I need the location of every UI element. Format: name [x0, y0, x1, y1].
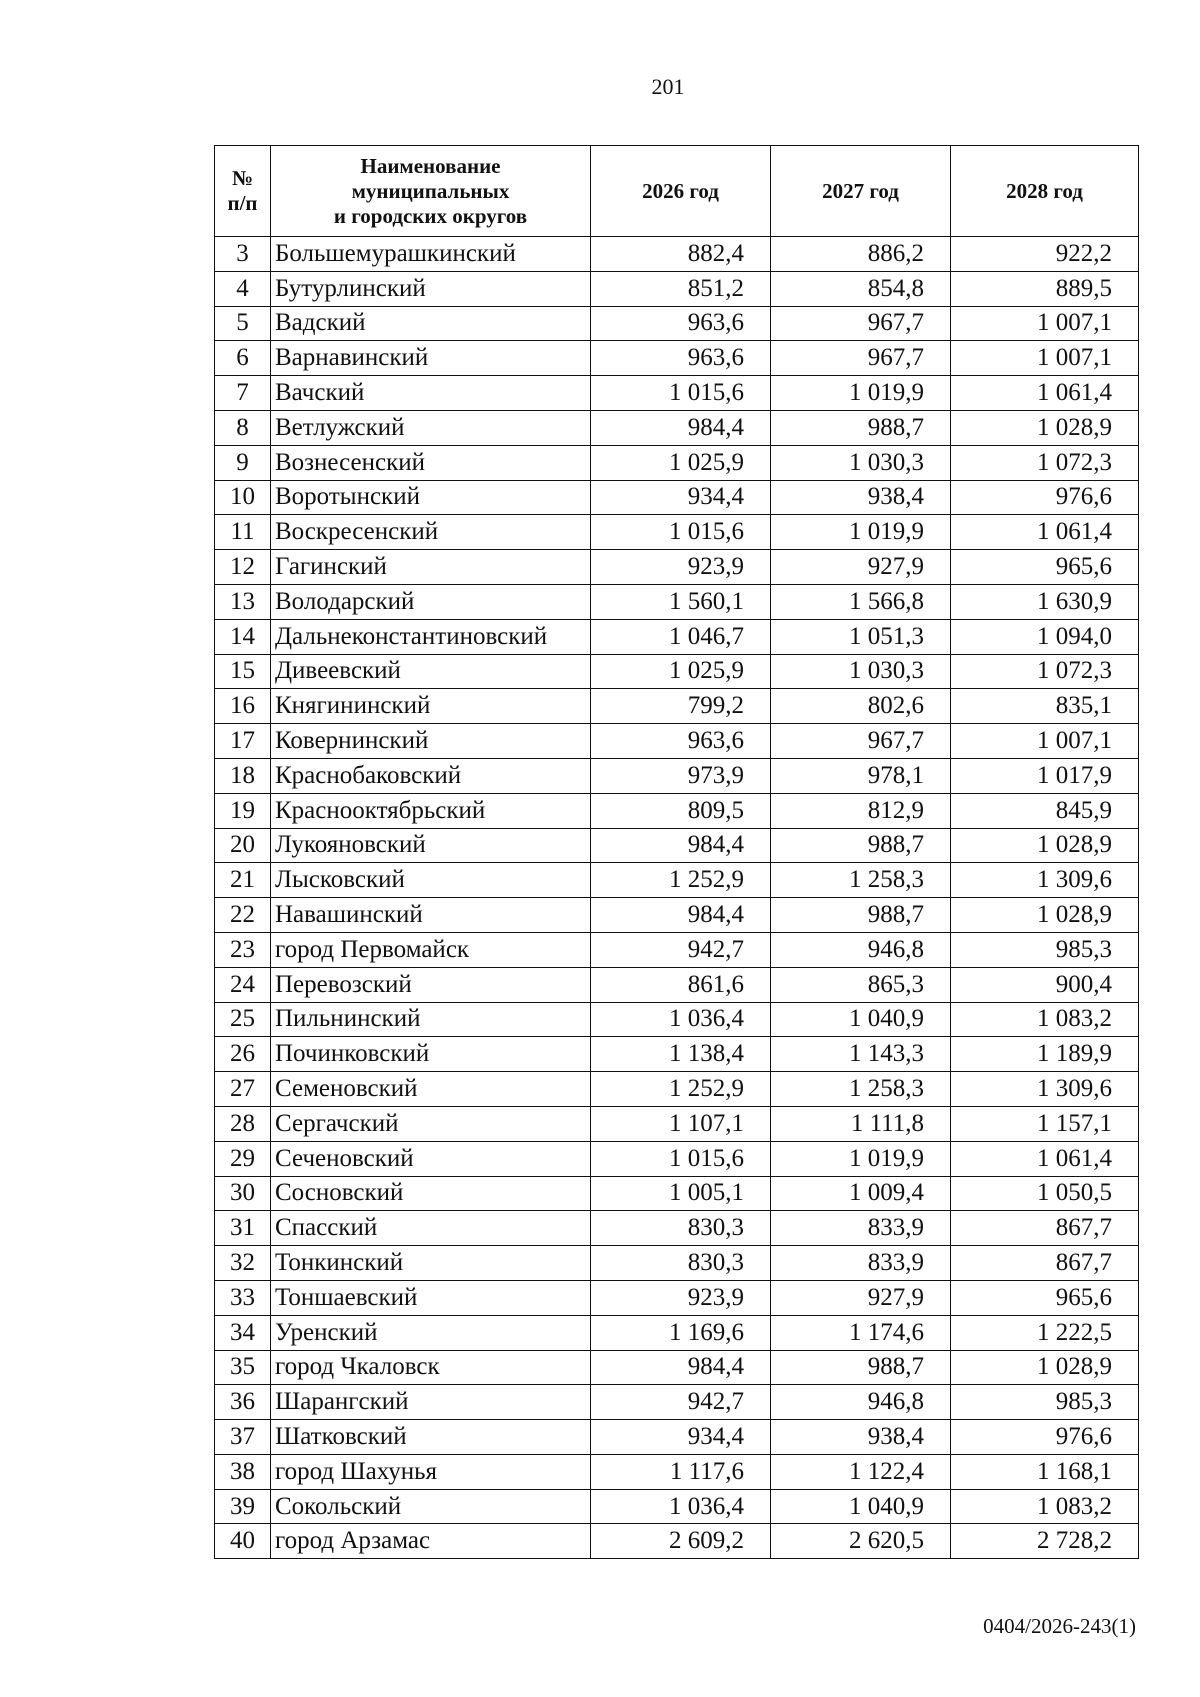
table-body [215, 237, 1139, 1559]
value-2027: 1 174,6 [771, 1315, 951, 1350]
district-name: Навашинский [271, 898, 591, 933]
table-row [215, 898, 1139, 933]
table-row [215, 1420, 1139, 1455]
row-number: 5 [215, 306, 271, 341]
table-row [215, 967, 1139, 1002]
row-number: 24 [215, 967, 271, 1002]
district-name: Гагинский [271, 550, 591, 585]
value-2027: 988,7 [771, 1350, 951, 1385]
row-number: 23 [215, 932, 271, 967]
district-name: Тоншаевский [271, 1280, 591, 1315]
table-row [215, 1350, 1139, 1385]
table-row [215, 793, 1139, 828]
value-2028: 922,2 [951, 237, 1139, 272]
value-2026: 1 252,9 [591, 1072, 771, 1107]
value-2028: 867,7 [951, 1246, 1139, 1281]
row-number: 10 [215, 480, 271, 515]
table-row [215, 619, 1139, 654]
value-2027: 1 019,9 [771, 1141, 951, 1176]
value-2027: 1 009,4 [771, 1176, 951, 1211]
value-2027: 833,9 [771, 1246, 951, 1281]
value-2026: 809,5 [591, 793, 771, 828]
table-row [215, 445, 1139, 480]
district-name: Пильнинский [271, 1002, 591, 1037]
value-2027: 1 030,3 [771, 654, 951, 689]
value-2028: 1 072,3 [951, 654, 1139, 689]
district-name: Шатковский [271, 1420, 591, 1455]
row-number: 32 [215, 1246, 271, 1281]
table-row [215, 515, 1139, 550]
row-number: 13 [215, 584, 271, 619]
value-2027: 854,8 [771, 271, 951, 306]
value-2026: 830,3 [591, 1246, 771, 1281]
row-number: 35 [215, 1350, 271, 1385]
table-row [215, 1280, 1139, 1315]
district-name: Сокольский [271, 1489, 591, 1524]
header-year-2028: 2028 год [951, 146, 1139, 237]
district-name: Княгининский [271, 689, 591, 724]
district-name: Сосновский [271, 1176, 591, 1211]
table-row [215, 1176, 1139, 1211]
value-2026: 923,9 [591, 1280, 771, 1315]
table-row [215, 724, 1139, 759]
value-2027: 886,2 [771, 237, 951, 272]
value-2028: 965,6 [951, 1280, 1139, 1315]
value-2027: 1 019,9 [771, 376, 951, 411]
table-row [215, 1141, 1139, 1176]
row-number: 14 [215, 619, 271, 654]
row-number: 11 [215, 515, 271, 550]
value-2026: 1 036,4 [591, 1489, 771, 1524]
row-number: 19 [215, 793, 271, 828]
value-2026: 984,4 [591, 410, 771, 445]
row-number: 16 [215, 689, 271, 724]
header-number: № п/п [215, 146, 271, 237]
value-2026: 984,4 [591, 898, 771, 933]
value-2027: 1 040,9 [771, 1489, 951, 1524]
value-2027: 967,7 [771, 341, 951, 376]
district-name: Вачский [271, 376, 591, 411]
value-2026: 1 169,6 [591, 1315, 771, 1350]
value-2026: 851,2 [591, 271, 771, 306]
table-row [215, 410, 1139, 445]
row-number: 39 [215, 1489, 271, 1524]
row-number: 40 [215, 1524, 271, 1559]
value-2027: 865,3 [771, 967, 951, 1002]
header-year-2027: 2027 год [771, 146, 951, 237]
row-number: 3 [215, 237, 271, 272]
district-name: Сеченовский [271, 1141, 591, 1176]
district-name: Починковский [271, 1037, 591, 1072]
district-name: Лысковский [271, 863, 591, 898]
value-2027: 988,7 [771, 410, 951, 445]
value-2027: 1 566,8 [771, 584, 951, 619]
value-2028: 985,3 [951, 1385, 1139, 1420]
value-2028: 1 083,2 [951, 1002, 1139, 1037]
value-2027: 938,4 [771, 480, 951, 515]
district-name: Воскресенский [271, 515, 591, 550]
value-2027: 1 019,9 [771, 515, 951, 550]
value-2026: 2 609,2 [591, 1524, 771, 1559]
value-2028: 1 309,6 [951, 863, 1139, 898]
district-name: город Первомайск [271, 932, 591, 967]
district-name: Вознесенский [271, 445, 591, 480]
value-2027: 802,6 [771, 689, 951, 724]
table-row [215, 237, 1139, 272]
district-name: город Чкаловск [271, 1350, 591, 1385]
value-2027: 1 258,3 [771, 863, 951, 898]
value-2028: 1 630,9 [951, 584, 1139, 619]
value-2026: 1 138,4 [591, 1037, 771, 1072]
value-2027: 967,7 [771, 724, 951, 759]
value-2026: 1 117,6 [591, 1454, 771, 1489]
value-2027: 833,9 [771, 1211, 951, 1246]
value-2027: 946,8 [771, 932, 951, 967]
table-row [215, 1489, 1139, 1524]
row-number: 18 [215, 758, 271, 793]
value-2028: 985,3 [951, 932, 1139, 967]
value-2028: 1 072,3 [951, 445, 1139, 480]
row-number: 34 [215, 1315, 271, 1350]
row-number: 33 [215, 1280, 271, 1315]
value-2027: 1 111,8 [771, 1106, 951, 1141]
value-2027: 988,7 [771, 898, 951, 933]
value-2026: 1 252,9 [591, 863, 771, 898]
district-name: Семеновский [271, 1072, 591, 1107]
table-row [215, 863, 1139, 898]
district-name: Воротынский [271, 480, 591, 515]
row-number: 20 [215, 828, 271, 863]
district-name: город Арзамас [271, 1524, 591, 1559]
value-2027: 988,7 [771, 828, 951, 863]
table-row [215, 1385, 1139, 1420]
district-name: Сергачский [271, 1106, 591, 1141]
value-2028: 2 728,2 [951, 1524, 1139, 1559]
row-number: 15 [215, 654, 271, 689]
value-2028: 845,9 [951, 793, 1139, 828]
value-2027: 927,9 [771, 1280, 951, 1315]
table-row [215, 271, 1139, 306]
value-2028: 1 007,1 [951, 724, 1139, 759]
value-2026: 1 025,9 [591, 445, 771, 480]
value-2028: 1 061,4 [951, 1141, 1139, 1176]
district-name: Дальнеконстантиновский [271, 619, 591, 654]
table-row [215, 1246, 1139, 1281]
value-2027: 812,9 [771, 793, 951, 828]
district-name: Дивеевский [271, 654, 591, 689]
row-number: 26 [215, 1037, 271, 1072]
district-name: Бутурлинский [271, 271, 591, 306]
value-2026: 861,6 [591, 967, 771, 1002]
row-number: 22 [215, 898, 271, 933]
value-2027: 946,8 [771, 1385, 951, 1420]
value-2027: 2 620,5 [771, 1524, 951, 1559]
district-name: город Шахунья [271, 1454, 591, 1489]
value-2026: 934,4 [591, 1420, 771, 1455]
value-2026: 963,6 [591, 306, 771, 341]
value-2028: 1 309,6 [951, 1072, 1139, 1107]
page-number: 201 [651, 74, 685, 99]
value-2026: 934,4 [591, 480, 771, 515]
value-2027: 967,7 [771, 306, 951, 341]
value-2027: 1 040,9 [771, 1002, 951, 1037]
value-2028: 1 061,4 [951, 515, 1139, 550]
value-2026: 984,4 [591, 1350, 771, 1385]
value-2027: 1 122,4 [771, 1454, 951, 1489]
table-row [215, 654, 1139, 689]
table-row [215, 1072, 1139, 1107]
district-name: Шарангский [271, 1385, 591, 1420]
row-number: 38 [215, 1454, 271, 1489]
row-number: 6 [215, 341, 271, 376]
header-name: Наименование муниципальных и городских округов [271, 146, 591, 237]
value-2028: 835,1 [951, 689, 1139, 724]
document-code: 0404/2026-243(1) [983, 1614, 1136, 1638]
value-2028: 1 028,9 [951, 828, 1139, 863]
value-2026: 1 015,6 [591, 376, 771, 411]
value-2026: 830,3 [591, 1211, 771, 1246]
value-2028: 1 050,5 [951, 1176, 1139, 1211]
value-2026: 1 005,1 [591, 1176, 771, 1211]
row-number: 36 [215, 1385, 271, 1420]
table-header-row [215, 146, 1139, 237]
value-2026: 1 036,4 [591, 1002, 771, 1037]
value-2027: 927,9 [771, 550, 951, 585]
table-row [215, 480, 1139, 515]
row-number: 4 [215, 271, 271, 306]
table-row [215, 689, 1139, 724]
value-2028: 1 017,9 [951, 758, 1139, 793]
value-2028: 1 168,1 [951, 1454, 1139, 1489]
district-name: Ковернинский [271, 724, 591, 759]
district-name: Тонкинский [271, 1246, 591, 1281]
table-row [215, 1002, 1139, 1037]
value-2027: 1 030,3 [771, 445, 951, 480]
table-row [215, 1524, 1139, 1559]
district-name: Ветлужский [271, 410, 591, 445]
value-2026: 923,9 [591, 550, 771, 585]
row-number: 31 [215, 1211, 271, 1246]
header-year-2026: 2026 год [591, 146, 771, 237]
district-name: Лукояновский [271, 828, 591, 863]
value-2028: 1 222,5 [951, 1315, 1139, 1350]
district-name: Большемурашкинский [271, 237, 591, 272]
value-2026: 942,7 [591, 932, 771, 967]
row-number: 12 [215, 550, 271, 585]
row-number: 28 [215, 1106, 271, 1141]
value-2027: 1 258,3 [771, 1072, 951, 1107]
table-row [215, 1037, 1139, 1072]
value-2028: 1 061,4 [951, 376, 1139, 411]
district-name: Перевозский [271, 967, 591, 1002]
budget-table-container [214, 145, 1139, 1559]
row-number: 9 [215, 445, 271, 480]
value-2026: 1 015,6 [591, 515, 771, 550]
table-row [215, 758, 1139, 793]
value-2028: 1 094,0 [951, 619, 1139, 654]
value-2027: 1 143,3 [771, 1037, 951, 1072]
value-2026: 1 015,6 [591, 1141, 771, 1176]
value-2027: 1 051,3 [771, 619, 951, 654]
value-2028: 1 028,9 [951, 898, 1139, 933]
table-row [215, 1211, 1139, 1246]
row-number: 7 [215, 376, 271, 411]
row-number: 27 [215, 1072, 271, 1107]
value-2028: 867,7 [951, 1211, 1139, 1246]
value-2027: 938,4 [771, 1420, 951, 1455]
table-row [215, 932, 1139, 967]
value-2028: 900,4 [951, 967, 1139, 1002]
value-2028: 1 028,9 [951, 410, 1139, 445]
table-row [215, 1315, 1139, 1350]
value-2028: 965,6 [951, 550, 1139, 585]
table-row [215, 584, 1139, 619]
district-name: Варнавинский [271, 341, 591, 376]
value-2028: 976,6 [951, 1420, 1139, 1455]
district-name: Краснооктябрьский [271, 793, 591, 828]
table-row [215, 550, 1139, 585]
value-2027: 978,1 [771, 758, 951, 793]
value-2028: 889,5 [951, 271, 1139, 306]
value-2028: 1 083,2 [951, 1489, 1139, 1524]
district-name: Уренский [271, 1315, 591, 1350]
budget-table [214, 145, 1139, 1559]
table-row [215, 1106, 1139, 1141]
value-2028: 976,6 [951, 480, 1139, 515]
row-number: 25 [215, 1002, 271, 1037]
row-number: 29 [215, 1141, 271, 1176]
value-2028: 1 007,1 [951, 341, 1139, 376]
value-2026: 942,7 [591, 1385, 771, 1420]
value-2026: 1 560,1 [591, 584, 771, 619]
table-row [215, 376, 1139, 411]
district-name: Володарский [271, 584, 591, 619]
row-number: 8 [215, 410, 271, 445]
value-2028: 1 157,1 [951, 1106, 1139, 1141]
value-2026: 984,4 [591, 828, 771, 863]
district-name: Вадский [271, 306, 591, 341]
value-2028: 1 007,1 [951, 306, 1139, 341]
value-2028: 1 189,9 [951, 1037, 1139, 1072]
value-2026: 973,9 [591, 758, 771, 793]
value-2026: 1 025,9 [591, 654, 771, 689]
table-row [215, 828, 1139, 863]
table-row [215, 1454, 1139, 1489]
row-number: 30 [215, 1176, 271, 1211]
value-2026: 963,6 [591, 341, 771, 376]
value-2026: 799,2 [591, 689, 771, 724]
table-row [215, 306, 1139, 341]
value-2026: 1 107,1 [591, 1106, 771, 1141]
value-2026: 882,4 [591, 237, 771, 272]
table-row [215, 341, 1139, 376]
value-2026: 963,6 [591, 724, 771, 759]
value-2026: 1 046,7 [591, 619, 771, 654]
district-name: Краснобаковский [271, 758, 591, 793]
row-number: 17 [215, 724, 271, 759]
district-name: Спасский [271, 1211, 591, 1246]
row-number: 21 [215, 863, 271, 898]
value-2028: 1 028,9 [951, 1350, 1139, 1385]
row-number: 37 [215, 1420, 271, 1455]
